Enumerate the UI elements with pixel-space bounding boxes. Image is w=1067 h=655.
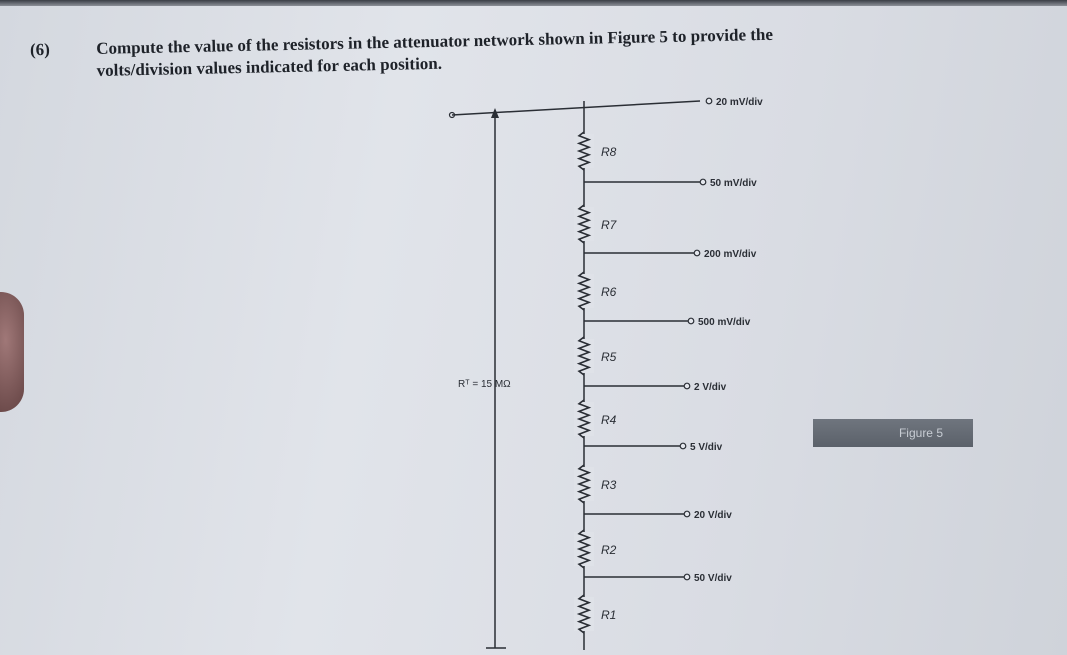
question-line-1: Compute the value of the resistors in the attenuator network shown in Figure 5 to provide the [96,24,774,58]
figure-label: Figure 5 [813,419,973,447]
tap-terminal [684,511,690,517]
rt-label: Rᵀ = 15 MΩ [458,379,511,390]
tap-labels [690,97,763,584]
tap-label: 200 mV/div [704,249,757,260]
tap-terminal [680,443,686,449]
tap-wires [584,98,712,580]
tap-label: 20 V/div [694,510,732,521]
tap-label: 5 V/div [690,442,723,453]
resistor-label: R2 [601,543,617,557]
tap-label: 2 V/div [694,382,727,393]
question-number: (6) [29,39,50,60]
top-input-wire [452,101,700,115]
wires [452,101,700,650]
resistor-labels [601,145,618,622]
tap-label: 20 mV/div [716,97,763,108]
resistor-label: R8 [601,145,617,159]
tap-terminal [694,250,700,256]
tap-terminal [684,574,690,580]
tap-terminal [688,318,694,324]
tap-terminal [684,383,690,389]
tap-label: 50 V/div [694,573,732,584]
tap-terminal [706,98,712,104]
resistor-label: R6 [601,285,617,299]
tap-label: 50 mV/div [710,178,757,189]
resistor-label: R7 [601,218,617,232]
tap-label: 500 mV/div [698,317,751,328]
resistor-label: R3 [601,478,617,492]
resistor-label: R5 [601,350,617,364]
tap-terminal [700,179,706,185]
resistor-label: R4 [601,413,617,427]
resistor-label: R1 [601,608,617,622]
question-line-2: volts/division values indicated for each position. [96,53,443,80]
